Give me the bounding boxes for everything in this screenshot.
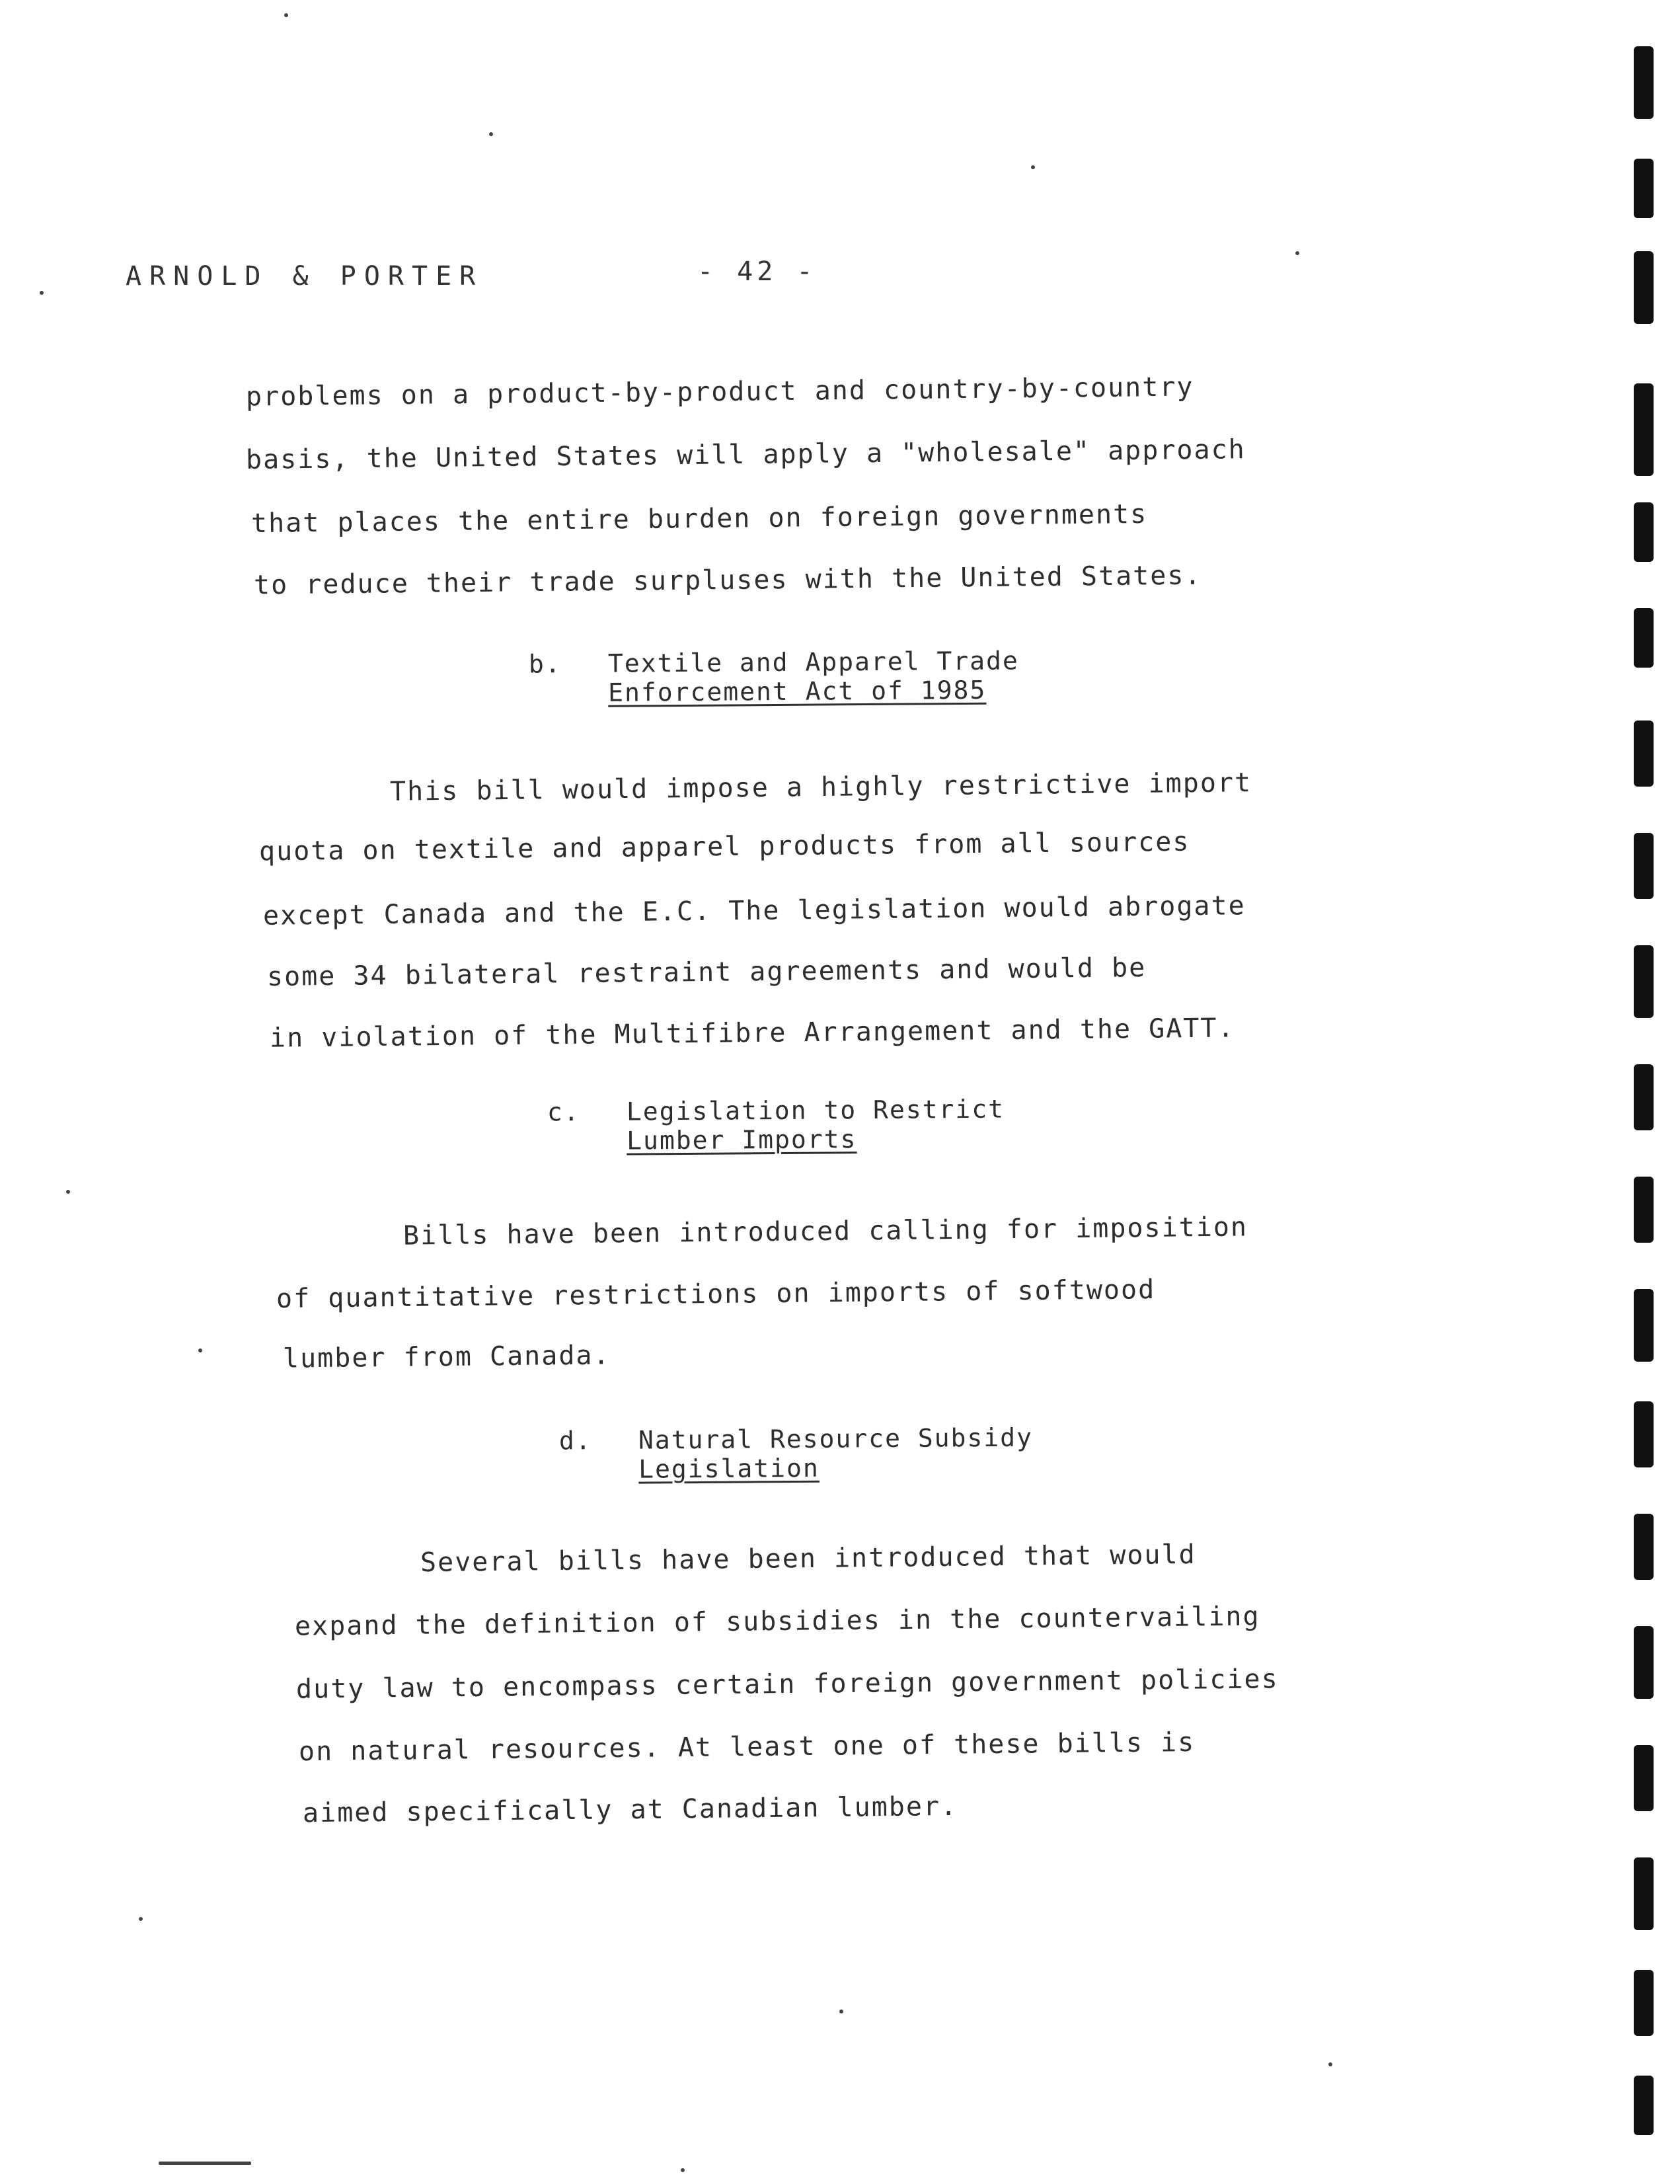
binding-hole xyxy=(1634,1514,1654,1580)
binding-holes xyxy=(1614,40,1667,2142)
scan-speck xyxy=(681,2168,685,2172)
paragraph-line: basis, the United States will apply a "wholesale" approach xyxy=(245,434,1246,475)
paragraph-line: to reduce their trade surpluses with the United States. xyxy=(253,560,1202,601)
paragraph-line: This bill would impose a highly restrictive import xyxy=(389,767,1252,807)
paragraph-line: duty law to encompass certain foreign government policies xyxy=(295,1664,1279,1705)
binding-hole xyxy=(1634,251,1654,324)
section-heading-b xyxy=(529,646,1020,707)
scan-speck xyxy=(284,13,288,17)
letterhead: ARNOLD & PORTER xyxy=(126,261,484,292)
scan-speck xyxy=(1031,165,1035,169)
section-letter: d. xyxy=(558,1426,592,1456)
section-letter: b. xyxy=(528,649,562,679)
scan-speck xyxy=(839,2009,843,2013)
binding-hole xyxy=(1634,1857,1654,1930)
binding-hole xyxy=(1634,2076,1654,2135)
scan-speck xyxy=(489,132,493,136)
paragraph-line: on natural resources. At least one of these bills is xyxy=(298,1727,1196,1768)
scan-speck xyxy=(1295,251,1299,255)
binding-hole xyxy=(1634,159,1654,218)
binding-hole xyxy=(1634,1401,1654,1467)
binding-hole xyxy=(1634,1064,1654,1130)
page-number: - 42 - xyxy=(697,256,817,287)
paragraph-line: aimed specifically at Canadian lumber. xyxy=(302,1791,958,1829)
paragraph-line: quota on textile and apparel products from all sources xyxy=(258,826,1190,867)
binding-hole xyxy=(1634,383,1654,476)
paragraph-line: lumber from Canada. xyxy=(282,1340,611,1374)
section-heading-c xyxy=(547,1095,1005,1156)
scan-speck xyxy=(198,1348,202,1352)
binding-hole xyxy=(1634,608,1654,668)
binding-hole xyxy=(1634,1626,1654,1699)
scan-speck xyxy=(139,1917,143,1921)
binding-hole xyxy=(1634,945,1654,1018)
section-letter: c. xyxy=(547,1097,580,1127)
paragraph-line: some 34 bilateral restraint agreements and would be xyxy=(266,953,1147,992)
section-title-line2: Legislation xyxy=(638,1453,820,1484)
paragraph-line: that places the entire burden on foreign governments xyxy=(250,498,1148,539)
binding-hole xyxy=(1634,833,1654,899)
section-title-line1: Textile and Apparel Trade xyxy=(607,646,1019,678)
paragraph-line: Several bills have been introduced that would xyxy=(420,1539,1196,1579)
binding-hole xyxy=(1634,502,1654,562)
scan-speck xyxy=(40,291,44,295)
section-heading-d xyxy=(559,1423,1034,1484)
section-title-line2: Enforcement Act of 1985 xyxy=(608,675,987,707)
binding-hole xyxy=(1634,1745,1654,1811)
section-title-line2: Lumber Imports xyxy=(627,1124,857,1155)
section-title-line1: Legislation to Restrict xyxy=(626,1094,1005,1126)
binding-hole xyxy=(1634,46,1654,119)
binding-hole xyxy=(1634,1177,1654,1243)
binding-hole xyxy=(1634,721,1654,787)
paragraph-line: problems on a product-by-product and country-by-country xyxy=(245,371,1194,412)
paragraph-line: of quantitative restrictions on imports of softwood xyxy=(276,1274,1156,1314)
paragraph-line: except Canada and the E.C. The legislation would abrogate xyxy=(262,890,1246,931)
paragraph-line: in violation of the Multifibre Arrangement and the GATT. xyxy=(269,1013,1235,1054)
section-title-line1: Natural Resource Subsidy xyxy=(638,1423,1034,1455)
binding-hole xyxy=(1634,1970,1654,2036)
scan-speck xyxy=(1328,2062,1332,2066)
binding-hole xyxy=(1634,1289,1654,1362)
paragraph-line: Bills have been introduced calling for imposition xyxy=(402,1212,1248,1251)
paragraph-line: expand the definition of subsidies in the countervailing xyxy=(294,1601,1260,1642)
scan-speck xyxy=(159,2162,251,2165)
scan-speck xyxy=(66,1190,70,1194)
